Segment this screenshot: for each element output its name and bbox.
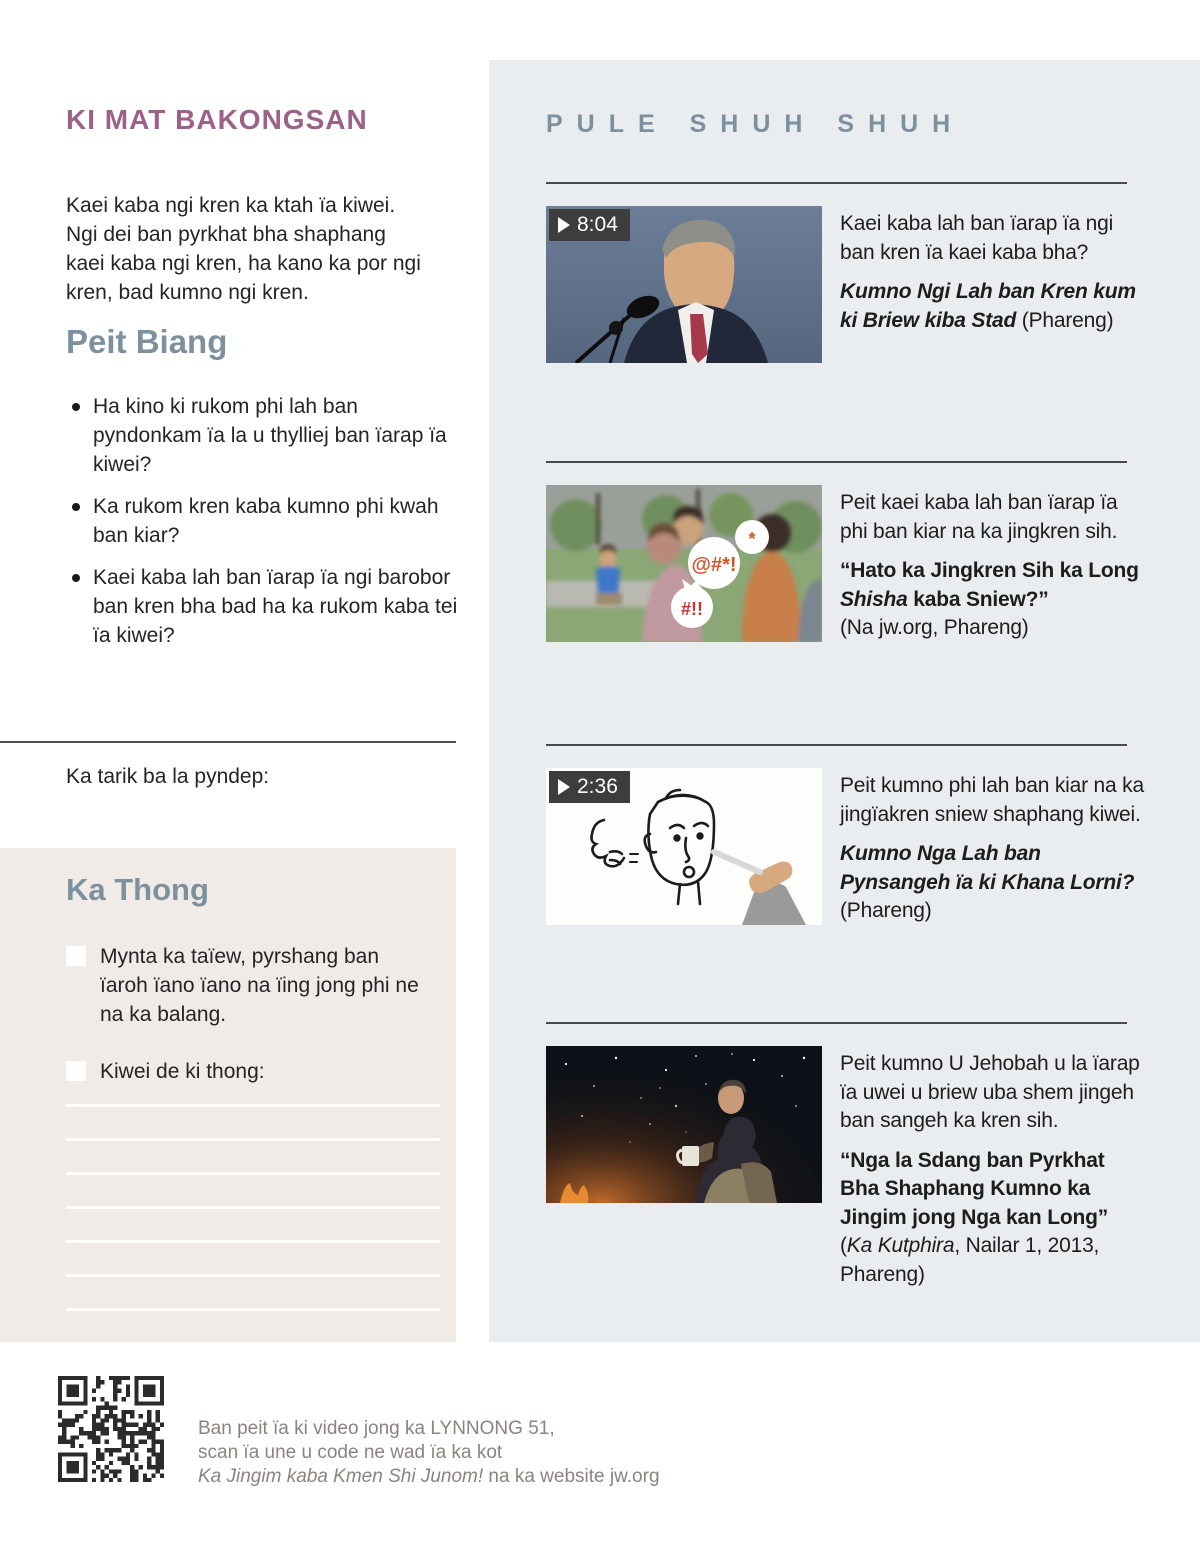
teens-illustration: [546, 485, 822, 642]
footer-line: Ban peit ïa ki video jong ka LYNNONG 51,: [198, 1418, 555, 1439]
video-source: (Na jw.org, Phareng): [840, 616, 1029, 639]
video-source: (Phareng): [840, 899, 932, 922]
row-divider: [546, 744, 1127, 746]
video-thumbnail-campfire[interactable]: [546, 1046, 822, 1203]
notes-line[interactable]: [66, 1104, 440, 1107]
video-caption: Peit kumno phi lah ban kiar na ka jingïakren sniew shaphang kiwei. Kumno Nga Lah ban Pynsangeh ïa ki Khana Lorni? (Phareng): [840, 772, 1146, 926]
bullet-dot: [72, 503, 80, 511]
play-icon: [558, 217, 570, 233]
read-more-title: PULE SHUH SHUH: [546, 110, 965, 138]
video-title: Kumno Nga Lah ban Pynsangeh ïa ki Khana Lorni?: [840, 842, 1135, 894]
goal-item: Mynta ka taïew, pyrshang ban ïaroh ïano ïano na ïing jong phi ne na ka balang.: [66, 942, 428, 1029]
bubble-glyphs: #!!: [681, 599, 703, 619]
video-title: Kumno Ngi Lah ban Kren kum ki Briew kiba Stad: [840, 280, 1136, 332]
video-title: “Hato ka Jingkren Sih ka Long Shisha kaba Sniew?”: [840, 559, 1139, 611]
duration-badge: [549, 209, 630, 241]
bullet-dot: [72, 403, 80, 411]
footer-caption: [198, 1417, 660, 1489]
campfire-illustration: [546, 1046, 822, 1203]
video-title: “Nga la Sdang ban Pyrkhat Bha Shaphang Kumno ka Jingim jong Nga kan Long”: [840, 1148, 1109, 1229]
review-question: Ka rukom kren kaba kumno phi kwah ban kiar?: [66, 492, 458, 550]
bullet-dot: [72, 574, 80, 582]
row-divider: [546, 182, 1127, 184]
intro-paragraph: Kaei kaba ngi kren ka ktah ïa kiwei. Ngi dei ban pyrkhat bha shaphang kaei kaba ngi kren, ha kano ka por ngi kren, bad kumno ngi kren.: [66, 194, 421, 304]
notes-line[interactable]: [66, 1308, 440, 1311]
checkbox[interactable]: [66, 946, 86, 966]
video-thumbnail-speaker[interactable]: [546, 206, 822, 363]
review-section-title: Peit Biang: [66, 323, 228, 360]
play-icon: [558, 779, 570, 795]
video-caption: Peit kaei kaba lah ban ïarap ïa phi ban kiar na ka jingkren sih. “Hato ka Jingkren Sih ka Long Shisha kaba Sniew?” (Na jw.org, Phareng): [840, 489, 1146, 643]
footer-line: scan ïa une u code ne wad ïa ka kot: [198, 1442, 503, 1463]
notes-line[interactable]: [66, 1206, 440, 1209]
duration-badge: [549, 771, 630, 803]
notes-line[interactable]: [66, 1274, 440, 1277]
review-question: Ha kino ki rukom phi lah ban pyndonkam ïa la u thylliej ban ïarap ïa kiwei?: [66, 392, 458, 479]
row-divider: [546, 1022, 1127, 1024]
video-source: (Ka Kutphira, Nailar 1, 2013, Phareng): [840, 1234, 1100, 1286]
video-caption: Peit kumno U Jehobah u la ïarap ïa uwei u briew uba shem jingeh ban sangeh ka kren sih. “Nga la Sdang ban Pyrkhat Bha Shaphang Kumno ka Jingim jong Nga kan Long” (Ka Kutphira, Nailar 1, 2013, Phareng): [840, 1050, 1146, 1289]
duration-label: 2:36: [577, 775, 618, 798]
footer-line: Ka Jingim kaba Kmen Shi Junom! na ka website jw.org: [198, 1466, 660, 1487]
goal-box-title: Ka Thong: [66, 872, 209, 907]
video-thumbnail-whiteboard[interactable]: [546, 768, 822, 925]
main-points-title: KI MAT BAKONGSAN: [66, 104, 368, 135]
date-completed-label: Ka tarik ba la pyndep:: [66, 765, 270, 788]
read-more-panel: [489, 60, 1200, 1342]
checkbox[interactable]: [66, 1061, 86, 1081]
video-thumbnail-teens[interactable]: [546, 485, 822, 642]
row-divider: [546, 461, 1127, 463]
bubble-glyphs: @#*!: [691, 554, 737, 576]
notes-line[interactable]: [66, 1138, 440, 1141]
review-question: Kaei kaba lah ban ïarap ïa ngi barobor ban kren bha bad ha ka rukom kaba tei ïa kiwei?: [66, 563, 458, 650]
duration-label: 8:04: [577, 213, 618, 236]
review-question-list: [66, 392, 458, 663]
section-divider: [0, 741, 456, 743]
notes-line[interactable]: [66, 1240, 440, 1243]
goal-box: [0, 848, 456, 1342]
svg-text:*: *: [748, 529, 756, 549]
goal-item: Kiwei de ki thong:: [66, 1057, 428, 1086]
video-caption: Kaei kaba lah ban ïarap ïa ngi ban kren ïa kaei kaba bha? Kumno Ngi Lah ban Kren kum ki Briew kiba Stad (Phareng): [840, 212, 1136, 332]
qr-code-icon: [58, 1376, 164, 1482]
notes-line[interactable]: [66, 1172, 440, 1175]
